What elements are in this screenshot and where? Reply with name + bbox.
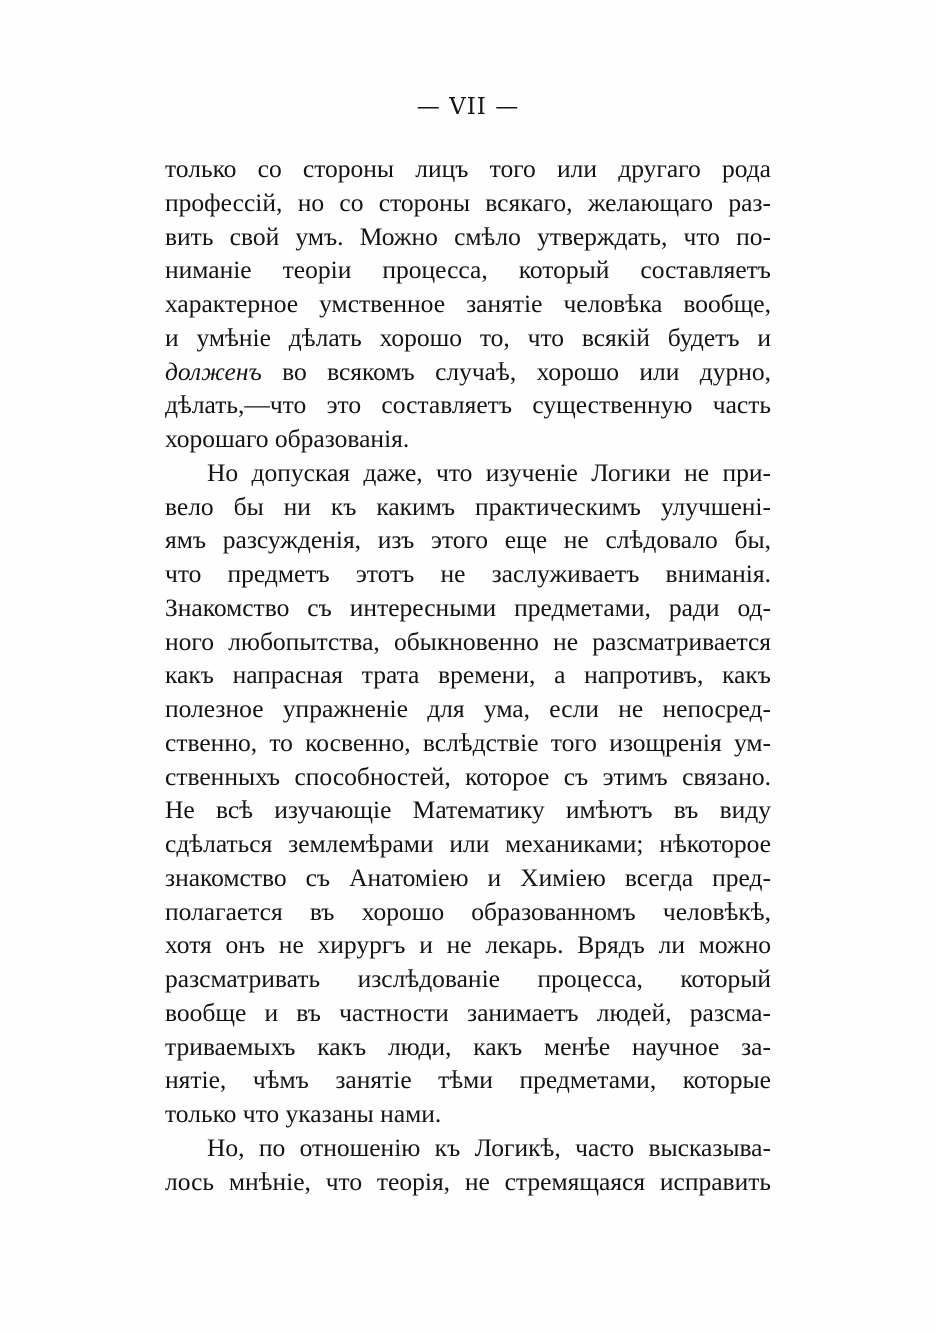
text-line: только что указаны нами. [165,1099,442,1128]
body-text [165,152,771,1198]
text-line: вить свой умъ. Можно смѣло утверждать, что по- [165,221,771,251]
text-line: полезное упражненіе для ума, если не непосред- [165,694,771,723]
text-line: Не всѣ изучающіе Математику имѣютъ въ виду [165,795,771,825]
text-line: профессій, но со стороны всякаго, желающаго раз- [165,187,771,217]
text-line: дѣлать,—что это составляетъ существенную часть [165,390,771,420]
text-line: какъ напрасная трата времени, а напротивъ, какъ [165,660,771,690]
text-line: триваемыхъ какъ люди, какъ менѣе научное за- [165,1031,771,1061]
text-line: ямъ разсужденія, изъ этого еще не слѣдовало бы, [165,525,771,555]
italic-word: долженъ [165,356,262,386]
text-line: нятіе, чѣмъ занятіе тѣми предметами, которые [165,1065,771,1095]
text-line: характерное умственное занятіе человѣка вообще, [165,289,771,318]
text-line: вело бы ни къ какимъ практическимъ улучшені- [165,491,771,521]
text-line: ного любопытства, обыкновенно не разсматривается [165,626,771,656]
text-line: Знакомство съ интересными предметами, ради од- [165,592,771,622]
text-line: Но, по отношенію къ Логикѣ, часто высказыва- [207,1132,771,1162]
text-line [165,355,771,389]
text-line: сдѣлаться землемѣрами или механиками; нѣкоторое [165,829,771,858]
text-line: хорошаго образованія. [165,424,410,453]
page-number-header: — VII — [416,94,520,120]
text-line: хотя онъ не хирургъ и не лекарь. Врядъ ли можно [165,930,771,960]
text-line: ственныхъ способностей, которое съ этимъ связано. [165,761,771,791]
paragraph [165,456,771,1131]
paragraph [165,152,771,456]
text-line: ственно, то косвенно, вслѣдствіе того изощренія ум- [165,727,771,757]
paragraph [165,1131,771,1199]
text-line: разсматривать изслѣдованіе процесса, который [165,964,771,993]
text-line: и умѣніе дѣлать хорошо то, что всякій будетъ и [165,322,771,352]
text-fragment: во всякомъ случаѣ, хорошо или дурно, [261,356,771,386]
text-line: лось мнѣніе, что теорія, не стремящаяся исправить [165,1166,771,1196]
text-line: полагается въ хорошо образованномъ человѣкѣ, [165,896,771,926]
text-line: Но допуская даже, что изученіе Логики не при- [207,457,771,487]
text-line: что предметъ этотъ не заслуживаетъ вниманія. [165,559,771,588]
text-line: только со стороны лицъ того или другаго рода [165,154,771,183]
text-line: ниманіе теоріи процесса, который составляетъ [165,255,771,285]
text-line: знакомство съ Анатоміею и Химіею всегда пред- [165,862,771,892]
text-line: вообще и въ частности занимаетъ людей, разсма- [165,997,771,1027]
